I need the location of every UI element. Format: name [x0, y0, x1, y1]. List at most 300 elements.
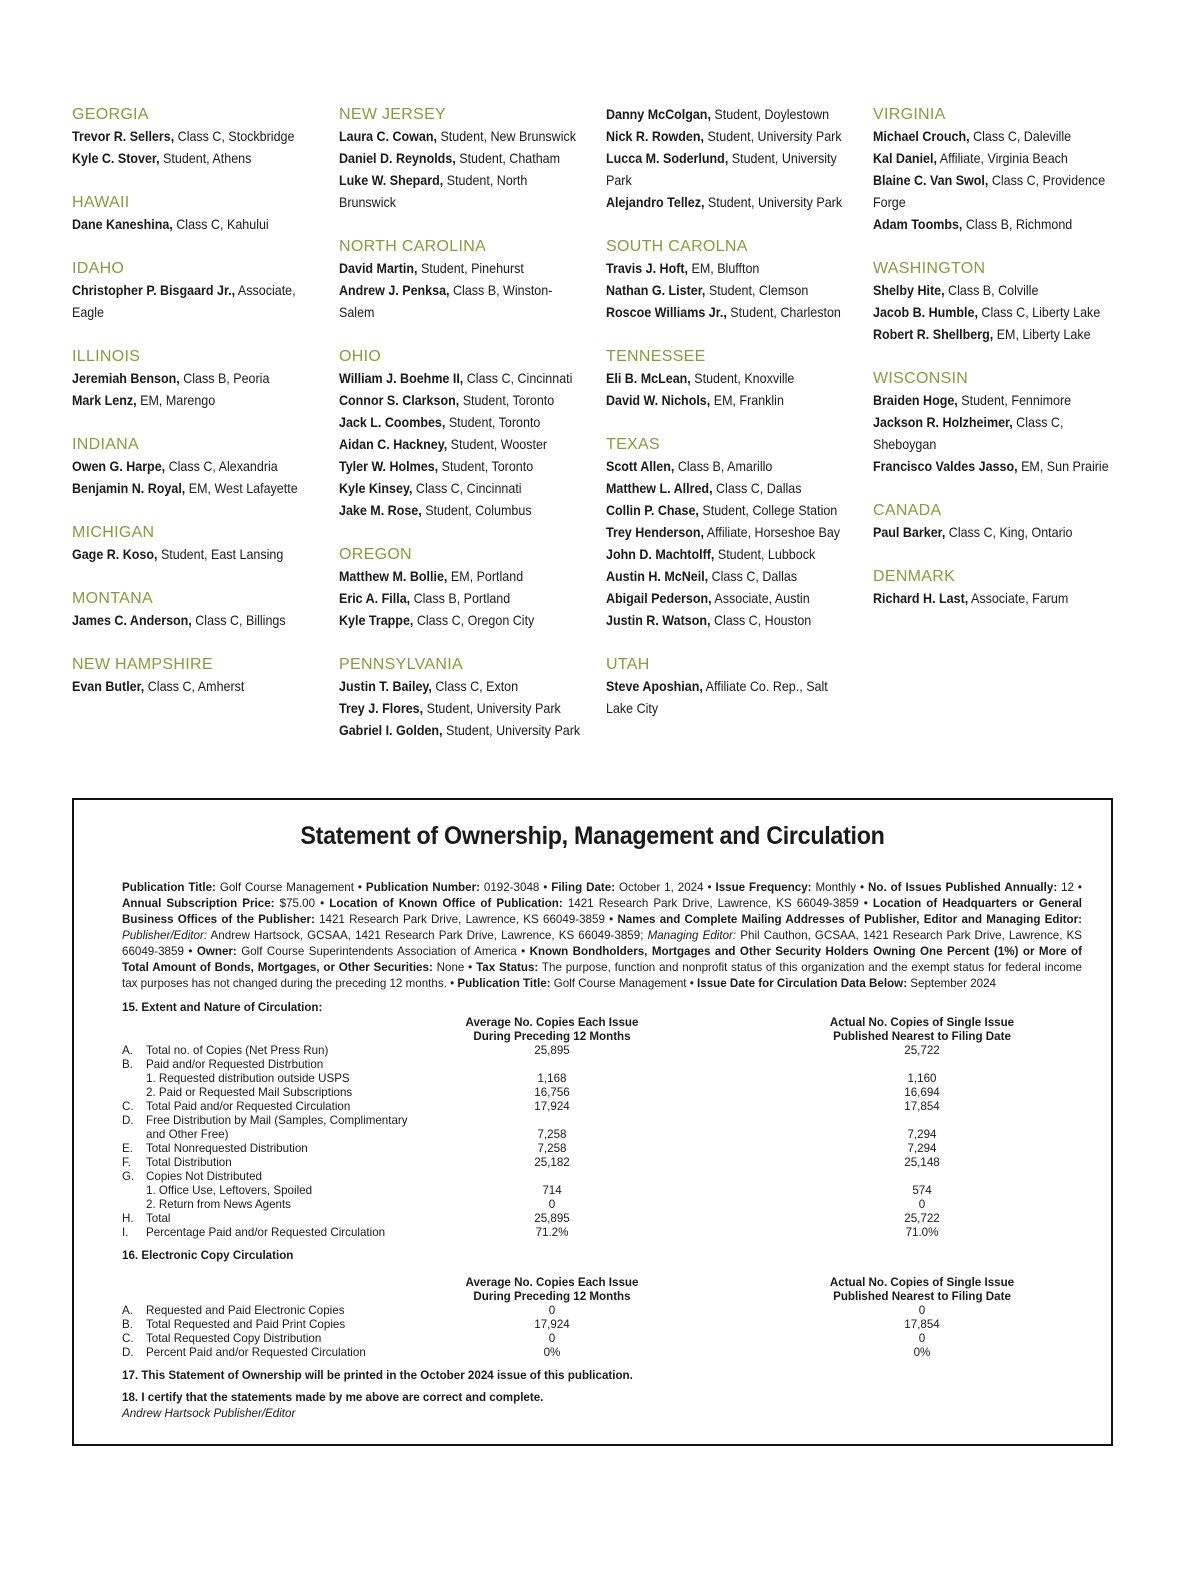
member-entry — [72, 676, 320, 698]
col-head-actual: Actual No. Copies of Single Issue Published Nearest to Filing Date — [829, 1016, 1015, 1043]
member-name: Jacob B. Humble, — [873, 305, 978, 320]
member-details: Class C, — [1012, 415, 1064, 430]
state-heading: NEW HAMPSHIRE — [72, 656, 213, 673]
member-details: Class B, Peoria — [179, 371, 270, 386]
row-letter: B. — [122, 1318, 133, 1331]
member-details: Class C, King, Ontario — [945, 525, 1073, 540]
field-value: Golf Course Management • — [215, 881, 366, 894]
member-name: John D. Machtolff, — [606, 547, 715, 562]
average-value: 25,182 — [534, 1156, 570, 1169]
member-entry — [873, 126, 1121, 148]
member-entry — [606, 588, 854, 610]
member-entry — [873, 434, 1121, 456]
member-details: Class C, Stockbridge — [174, 129, 295, 144]
member-entry — [72, 456, 320, 478]
member-details: Associate, Farum — [968, 591, 1069, 606]
member-entry — [72, 214, 320, 236]
member-details: EM, Bluffton — [688, 261, 760, 276]
member-details: Affiliate Co. Rep., Salt — [702, 679, 828, 694]
member-entry — [606, 676, 854, 698]
field-label: Location of Headquarters or General Business Offices of the Publisher: — [122, 897, 1082, 926]
section-15-column-headers — [122, 1016, 1082, 1044]
member-name: Nick R. Rowden, — [606, 129, 704, 144]
member-name: Collin P. Chase, — [606, 503, 699, 518]
member-entry — [339, 170, 587, 192]
member-details: Class C, Alexandria — [165, 459, 278, 474]
member-name: Laura C. Cowan, — [339, 129, 437, 144]
member-details: Student, North — [443, 173, 528, 188]
member-entry — [873, 456, 1121, 478]
row-label: Total Nonrequested Distribution — [146, 1142, 308, 1155]
table-row — [122, 1044, 1082, 1058]
member-name: Aidan C. Hackney, — [339, 437, 448, 452]
table-row — [122, 1086, 1082, 1100]
field-value: Monthly • — [811, 881, 868, 894]
statement-body — [122, 880, 1082, 1422]
member-details: EM, Franklin — [710, 393, 784, 408]
member-name: Adam Toombs, — [873, 217, 963, 232]
member-entry — [339, 148, 587, 170]
member-details: Class C, Providence — [988, 173, 1106, 188]
member-entry — [72, 302, 320, 324]
field-value: 1421 Research Park Drive, Lawrence, KS 66049-3859 • — [314, 913, 618, 926]
row-letter: C. — [122, 1100, 134, 1113]
member-entry — [606, 544, 854, 566]
row-label: Copies Not Distributed — [146, 1170, 262, 1183]
member-name: Daniel D. Reynolds, — [339, 151, 456, 166]
field-label: Publication Title: — [122, 881, 216, 894]
state-heading: INDIANA — [72, 436, 139, 453]
member-entry — [339, 698, 587, 720]
average-value: 7,258 — [537, 1128, 567, 1141]
member-entry — [606, 104, 854, 126]
member-entry — [606, 126, 854, 148]
row-letter: A. — [122, 1044, 133, 1057]
field-value: Andrew Hartsock, GCSAA, 1421 Research Park Drive, Lawrence, KS 66049-3859; — [207, 929, 644, 942]
member-name: Jake M. Rose, — [339, 503, 422, 518]
actual-value: 25,722 — [904, 1212, 940, 1225]
member-entry — [606, 698, 854, 720]
member-entry — [606, 456, 854, 478]
member-details: Affiliate, Horseshoe Bay — [704, 525, 841, 540]
member-entry — [339, 302, 587, 324]
member-name: Kal Daniel, — [873, 151, 937, 166]
average-value: 25,895 — [534, 1212, 570, 1225]
field-label: Publication Title: — [457, 977, 551, 990]
member-entry — [873, 148, 1121, 170]
table-row — [122, 1100, 1082, 1114]
member-entry — [873, 302, 1121, 324]
member-details: Class B, Colville — [944, 283, 1039, 298]
member-name: Justin T. Bailey, — [339, 679, 432, 694]
field-value: Publisher/Editor: — [122, 929, 208, 942]
field-label: Publication Number: — [365, 881, 480, 894]
member-name: Trevor R. Sellers, — [72, 129, 175, 144]
state-heading: CANADA — [873, 502, 942, 519]
member-details: Student, College Station — [698, 503, 838, 518]
field-label: No. of Issues Published Annually: — [867, 881, 1058, 894]
member-entry — [606, 258, 854, 280]
field-label: Names and Complete Mailing Addresses of Publisher, Editor and Managing Editor: — [617, 913, 1082, 926]
member-details: Student, East Lansing — [157, 547, 284, 562]
field-value: 0192-3048 • — [479, 881, 552, 894]
member-entry — [606, 192, 854, 214]
member-details: Salem — [339, 305, 375, 320]
member-name: Connor S. Clarkson, — [339, 393, 460, 408]
field-label: Issue Frequency: — [715, 881, 812, 894]
actual-value: 7,294 — [907, 1128, 937, 1141]
member-name: David Martin, — [339, 261, 418, 276]
member-details: Student, University Park — [704, 195, 843, 210]
state-heading: WISCONSIN — [873, 370, 969, 387]
row-label: Total Distribution — [146, 1156, 232, 1169]
average-value: 1,168 — [537, 1072, 567, 1085]
table-row — [122, 1304, 1082, 1318]
state-heading: WASHINGTON — [873, 260, 986, 277]
row-letter: D. — [122, 1346, 134, 1359]
member-name: Matthew L. Allred, — [606, 481, 713, 496]
col-head-average: Average No. Copies Each Issue During Preceding 12 Months — [465, 1016, 639, 1043]
actual-value: 0 — [918, 1304, 926, 1317]
member-name: Eric A. Filla, — [339, 591, 411, 606]
member-details: Student, Lubbock — [714, 547, 816, 562]
member-name: Evan Butler, — [72, 679, 145, 694]
field-value: The purpose, function and nonprofit status of this organization and the exempt status for federal income tax purposes has not changed during the preceding 12 months. • — [122, 961, 1082, 990]
member-details: Student, Charleston — [726, 305, 841, 320]
state-heading: MICHIGAN — [72, 524, 155, 541]
section-16-title: 16. Electronic Copy Circulation — [122, 1249, 294, 1262]
average-value: 0 — [548, 1198, 556, 1211]
member-name: Robert R. Shellberg, — [873, 327, 994, 342]
member-details: Student, Athens — [159, 151, 252, 166]
member-entry — [72, 478, 320, 500]
member-details: Class C, Exton — [431, 679, 519, 694]
field-value: September 2024 — [907, 977, 997, 990]
average-value: 0% — [543, 1346, 561, 1359]
member-entry — [72, 148, 320, 170]
row-label: Requested and Paid Electronic Copies — [146, 1304, 345, 1317]
row-letter: D. — [122, 1114, 134, 1127]
actual-value: 25,722 — [904, 1044, 940, 1057]
row-letter: C. — [122, 1332, 134, 1345]
member-name: Travis J. Hoft, — [606, 261, 689, 276]
field-value: None • — [432, 961, 477, 974]
member-name: Jack L. Coombes, — [339, 415, 446, 430]
member-entry — [873, 522, 1121, 544]
row-label: 1. Office Use, Leftovers, Spoiled — [146, 1184, 313, 1197]
field-value: Golf Course Management • — [550, 977, 698, 990]
actual-value: 7,294 — [907, 1142, 937, 1155]
average-value: 0 — [548, 1332, 556, 1345]
member-entry — [873, 280, 1121, 302]
member-details: EM, Sun Prairie — [1017, 459, 1109, 474]
member-details: Sheboygan — [873, 437, 937, 452]
member-name: Gage R. Koso, — [72, 547, 158, 562]
row-letter: H. — [122, 1212, 134, 1225]
actual-value: 17,854 — [904, 1318, 940, 1331]
row-letter: I. — [122, 1226, 129, 1239]
row-label: Percentage Paid and/or Requested Circulation — [146, 1226, 386, 1239]
state-heading: NORTH CAROLINA — [339, 238, 487, 255]
member-details: Student, Chatham — [455, 151, 561, 166]
member-details: Student, Toronto — [438, 459, 534, 474]
field-label: Annual Subscription Price: — [122, 897, 275, 910]
member-name: Michael Crouch, — [873, 129, 970, 144]
directory-column-1 — [72, 104, 322, 698]
member-details: Student, Toronto — [445, 415, 541, 430]
member-details: Student, University Park — [442, 723, 581, 738]
col-head-actual: Actual No. Copies of Single Issue Published Nearest to Filing Date — [829, 1276, 1015, 1303]
state-heading: HAWAII — [72, 194, 130, 211]
member-entry — [606, 390, 854, 412]
member-details: Class C, Houston — [710, 613, 812, 628]
member-name: Trey J. Flores, — [339, 701, 424, 716]
member-name: Roscoe Williams Jr., — [606, 305, 727, 320]
member-details: Associate, Austin — [711, 591, 810, 606]
member-name: Danny McColgan, — [606, 107, 711, 122]
statement-title: Statement of Ownership, Management and Circulation — [300, 822, 885, 850]
member-details: Student, Clemson — [705, 283, 809, 298]
section-16-table — [122, 1304, 1082, 1360]
member-details: EM, West Lafayette — [185, 481, 298, 496]
state-heading: DENMARK — [873, 568, 956, 585]
member-details: Eagle — [72, 305, 104, 320]
member-entry — [873, 214, 1121, 236]
member-details: Class C, Billings — [191, 613, 286, 628]
directory-column-4 — [873, 104, 1123, 610]
member-name: Abigail Pederson, — [606, 591, 712, 606]
member-details: Student, University — [728, 151, 837, 166]
member-details: Student, Doylestown — [710, 107, 830, 122]
field-value: Managing Editor: — [643, 929, 737, 942]
state-heading: TENNESSEE — [606, 348, 706, 365]
member-name: Christopher P. Bisgaard Jr., — [72, 283, 236, 298]
average-value: 16,756 — [534, 1086, 570, 1099]
member-details: Class C, Dallas — [712, 481, 802, 496]
average-value: 17,924 — [534, 1100, 570, 1113]
section-15-title: 15. Extent and Nature of Circulation: — [122, 1001, 323, 1014]
state-heading: OHIO — [339, 348, 382, 365]
member-entry — [339, 368, 587, 390]
average-value: 0 — [548, 1304, 556, 1317]
table-row — [122, 1058, 1082, 1072]
member-details: Class C, Liberty Lake — [977, 305, 1101, 320]
member-name: Scott Allen, — [606, 459, 675, 474]
member-entry — [339, 390, 587, 412]
member-entry — [873, 170, 1121, 192]
member-name: Jackson R. Holzheimer, — [873, 415, 1013, 430]
member-entry — [606, 610, 854, 632]
table-row — [122, 1318, 1082, 1332]
actual-value: 16,694 — [904, 1086, 940, 1099]
member-name: Trey Henderson, — [606, 525, 705, 540]
member-entry — [339, 192, 587, 214]
actual-value: 0 — [918, 1332, 926, 1345]
field-value: 12 • — [1057, 881, 1082, 894]
member-entry — [339, 566, 587, 588]
state-heading: NEW JERSEY — [339, 106, 447, 123]
member-entry — [339, 588, 587, 610]
member-name: Eli B. McLean, — [606, 371, 691, 386]
average-value: 25,895 — [534, 1044, 570, 1057]
statement-intro-paragraph — [122, 880, 1082, 992]
row-label: Total Paid and/or Requested Circulation — [146, 1100, 351, 1113]
member-entry — [72, 126, 320, 148]
member-name: Steve Aposhian, — [606, 679, 703, 694]
member-entry — [873, 192, 1121, 214]
member-entry — [873, 324, 1121, 346]
member-details: Class C, Kahului — [172, 217, 269, 232]
table-row — [122, 1184, 1082, 1198]
member-name: Shelby Hite, — [873, 283, 945, 298]
field-value: $75.00 • — [274, 897, 330, 910]
member-details: Affiliate, Virginia Beach — [936, 151, 1068, 166]
member-details: Class B, Richmond — [962, 217, 1073, 232]
member-name: Mark Lenz, — [72, 393, 137, 408]
field-value: 1421 Research Park Drive, Lawrence, KS 66049-3859 • — [562, 897, 873, 910]
member-details: Student, Knoxville — [690, 371, 795, 386]
actual-value: 17,854 — [904, 1100, 940, 1113]
member-details: Class B, Amarillo — [674, 459, 773, 474]
member-entry — [339, 478, 587, 500]
member-name: Benjamin N. Royal, — [72, 481, 186, 496]
member-entry — [606, 368, 854, 390]
member-name: James C. Anderson, — [72, 613, 192, 628]
table-row — [122, 1142, 1082, 1156]
member-entry — [72, 610, 320, 632]
field-label: Filing Date: — [551, 881, 616, 894]
member-entry — [606, 280, 854, 302]
actual-value: 71.0% — [905, 1226, 939, 1239]
table-row — [122, 1332, 1082, 1346]
actual-value: 0% — [913, 1346, 931, 1359]
row-letter: A. — [122, 1304, 133, 1317]
state-heading: MONTANA — [72, 590, 153, 607]
actual-value: 574 — [912, 1184, 932, 1197]
directory-column-3 — [606, 104, 856, 720]
member-entry — [339, 126, 587, 148]
member-details: Student, Toronto — [459, 393, 555, 408]
actual-value: 1,160 — [907, 1072, 937, 1085]
member-entry — [873, 390, 1121, 412]
member-name: Dane Kaneshina, — [72, 217, 173, 232]
member-entry — [873, 588, 1121, 610]
member-details: Student, University Park — [703, 129, 842, 144]
member-details: Student, Columbus — [421, 503, 532, 518]
row-label: 1. Requested distribution outside USPS — [146, 1072, 350, 1085]
row-label: Total Requested and Paid Print Copies — [146, 1318, 346, 1331]
member-details: Class B, Winston- — [449, 283, 553, 298]
member-details: Class C, Daleville — [969, 129, 1072, 144]
state-heading: UTAH — [606, 656, 650, 673]
table-row — [122, 1128, 1082, 1142]
table-row — [122, 1346, 1082, 1360]
member-details: EM, Marengo — [136, 393, 216, 408]
section-17-text: 17. This Statement of Ownership will be printed in the October 2024 issue of this publication. — [122, 1369, 633, 1382]
state-heading: GEORGIA — [72, 106, 149, 123]
section-16-column-headers — [122, 1276, 1082, 1304]
member-name: Alejandro Tellez, — [606, 195, 705, 210]
field-label: Owner: — [196, 945, 237, 958]
member-details: Park — [606, 173, 632, 188]
section-18-text: 18. I certify that the statements made by me above are correct and complete. — [122, 1391, 544, 1404]
signature: Andrew Hartsock Publisher/Editor — [122, 1407, 296, 1420]
member-name: Braiden Hoge, — [873, 393, 958, 408]
member-details: Student, Fennimore — [957, 393, 1072, 408]
member-name: Tyler W. Holmes, — [339, 459, 439, 474]
member-entry — [72, 280, 320, 302]
member-name: Lucca M. Soderlund, — [606, 151, 729, 166]
member-entry — [606, 302, 854, 324]
member-entry — [339, 676, 587, 698]
member-details: Lake City — [606, 701, 659, 716]
member-name: William J. Boehme II, — [339, 371, 464, 386]
actual-value: 0 — [918, 1198, 926, 1211]
row-letter: B. — [122, 1058, 133, 1071]
member-name: Paul Barker, — [873, 525, 946, 540]
row-label: Total Requested Copy Distribution — [146, 1332, 322, 1345]
member-details: Class C, Oregon City — [413, 613, 535, 628]
member-entry — [339, 434, 587, 456]
state-heading: VIRGINIA — [873, 106, 946, 123]
field-label: Location of Known Office of Publication: — [329, 897, 563, 910]
member-details: Class C, Cincinnati — [412, 481, 522, 496]
row-letter: F. — [122, 1156, 132, 1169]
member-name: Luke W. Shepard, — [339, 173, 444, 188]
field-value: October 1, 2024 • — [615, 881, 716, 894]
average-value: 714 — [542, 1184, 562, 1197]
average-value: 17,924 — [534, 1318, 570, 1331]
member-details: Class C, Amherst — [144, 679, 245, 694]
row-label: Percent Paid and/or Requested Circulation — [146, 1346, 366, 1359]
member-entry — [339, 610, 587, 632]
member-entry — [606, 566, 854, 588]
table-row — [122, 1170, 1082, 1184]
member-details: Student, Wooster — [447, 437, 548, 452]
member-name: Kyle C. Stover, — [72, 151, 160, 166]
member-details: Class C, Cincinnati — [463, 371, 573, 386]
ownership-statement-box — [72, 798, 1113, 1446]
row-label: and Other Free) — [146, 1128, 229, 1141]
member-details: Class B, Portland — [410, 591, 511, 606]
average-value: 71.2% — [535, 1226, 569, 1239]
average-value: 7,258 — [537, 1142, 567, 1155]
field-value: Golf Course Superintendents Association of America • — [236, 945, 530, 958]
member-entry — [339, 500, 587, 522]
member-name: Gabriel I. Golden, — [339, 723, 443, 738]
row-label: Paid and/or Requested Distrbution — [146, 1058, 324, 1071]
row-label: 2. Paid or Requested Mail Subscriptions — [146, 1086, 353, 1099]
member-name: Nathan G. Lister, — [606, 283, 706, 298]
member-name: Blaine C. Van Swol, — [873, 173, 989, 188]
member-entry — [339, 720, 587, 742]
table-row — [122, 1212, 1082, 1226]
member-name: Justin R. Watson, — [606, 613, 711, 628]
col-head-average: Average No. Copies Each Issue During Preceding 12 Months — [465, 1276, 639, 1303]
state-heading: IDAHO — [72, 260, 125, 277]
member-details: EM, Liberty Lake — [993, 327, 1091, 342]
field-label: Issue Date for Circulation Data Below: — [697, 977, 908, 990]
table-row — [122, 1072, 1082, 1086]
member-entry — [606, 522, 854, 544]
member-entry — [72, 390, 320, 412]
state-heading: OREGON — [339, 546, 412, 563]
table-row — [122, 1198, 1082, 1212]
member-name: Richard H. Last, — [873, 591, 969, 606]
member-details: Student, University Park — [423, 701, 561, 716]
member-entry — [339, 258, 587, 280]
member-name: David W. Nichols, — [606, 393, 711, 408]
